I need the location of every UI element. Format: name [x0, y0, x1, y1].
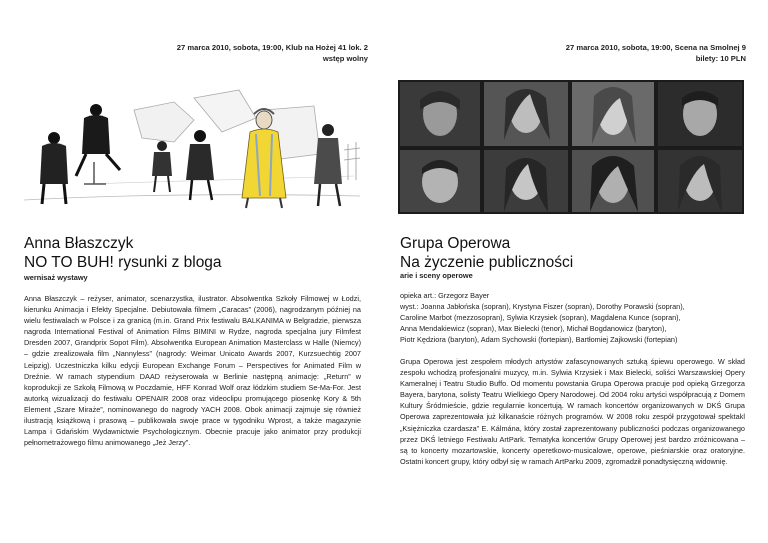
concert-title: Na życzenie publiczności — [400, 254, 574, 271]
right-event-datetime: 27 marca 2010, sobota, 19:00, Scena na Smolnej 9 — [565, 43, 746, 52]
left-subtitle: wernisaż wystawy — [24, 273, 88, 282]
group-name: Grupa Operowa — [400, 235, 511, 252]
group-description-text: Grupa Operowa jest zespołem młodych artystów zafascynowanych sztuką śpiewu operowego. W skład zespołu wchodzą profesjonalni muzycy, m.in. Sylwia Krzysiek i Max Bielecki, soliści Warszawskiej Opery Kameralnej i Teatru Studio Buffo. Od momentu powstania Grupa Operowa pracuje pod opieką Grzegorza Bayera, barytona, solisty Teatru Wielkiego Opery Narodowej. Od 2004 roku artyści współpracują z Domem Kultury Śródmieście, gdzie regularnie koncertują. W ramach koncertów organizowanych w DKŚ Grupa Operowa zaprezentowała już kilkanaście różnych programów. W 2008 roku zespół przygotował spektakl „Księżniczka czardasza” E. Kálmána, który został zaprezentowany publiczności podczas organizowanego przez DKŚ letniego Festiwalu ArtPark. Tematyka koncertów Grupy Operowej jest bardzo zróżnicowana – są to koncerty mozartowskie, koncerty operetkowo-musicalowe, operowe, pieśniarskie oraz oratoryjne. Ostatni koncert grupy, który odbył się w ramach ArtParku 2009, zgromadził ponadtysięczną widownię. — [400, 357, 745, 466]
right-event-tickets: bilety: 10 PLN — [695, 54, 746, 63]
artist-name: Anna Błaszczyk — [24, 235, 134, 252]
drawing-illustration — [24, 80, 360, 210]
group-description — [400, 356, 745, 467]
cast-line: Anna Mendakiewicz (sopran), Max Bielecki (tenor), Michał Bogdanowicz (baryton), — [400, 324, 667, 334]
left-event-admission: wstęp wolny — [322, 54, 368, 63]
artist-bio — [24, 293, 361, 448]
exhibition-drawing-image — [24, 80, 360, 210]
right-title — [400, 234, 573, 272]
right-event-info — [566, 42, 746, 64]
cast-line: Caroline Marbot (mezzosopran), Sylwia Krzysiek (sopran), Magdalena Kunce (sopran), — [400, 313, 681, 323]
left-event-info — [177, 42, 368, 64]
cast-line: wyst.: Joanna Jabłońska (sopran), Krystyna Fiszer (sopran), Dorothy Porawski (sopran), — [400, 302, 685, 312]
cast-line: opieka art.: Grzegorz Bayer — [400, 291, 490, 300]
exhibition-title: NO TO BUH! rysunki z bloga — [24, 254, 222, 271]
left-title — [24, 234, 222, 272]
artist-bio-text: Anna Błaszczyk – reżyser, animator, scenarzystka, ilustrator. Absolwentka Szkoły Filmowej w Łodzi, kierunku Animacja i Efekty Specjalne. Debiutowała filmem „Caracas” (2006), nagrodzanym później na wielu festiwalach w Polsce i za granicą (m.in. Grand Prix festiwalu BALKANIMA w Belgradzie, pierwsza nagroda International Festival of Animation Films BIMINI w Rydze, nagroda specjalna jury Filmfest Dresden 2007, Grandprix Sopot Film). Absolwentka European Animation Masterclass w Halle (Niemcy) – gdzie zrealizowała film „Nannyless” (nagrody: Weimar Unicato Awards 2007, Kurzsuechtig 2007 Leipzig). Uczestniczka kilku edycji European Exchange Forum – Perspectives for Animated Film w Dreźnie. W ramach stypendium DAAD reżyserowała w Berlinie następną animację: „Return” w koprodukcji ze Szkołą Filmową w Poczdamie, HFF Konrad Wolf oraz łódzkim studiem Se-Ma-For. Jest autorką wizualizacji do festiwalu OPENAIR 2008 oraz videoclipu promującego piosenkę Kory & 5th Element „Szare Miraże”, nominowanego do nagrody YACH 2008. Obok animacji zajmuje się również ilustracją książkową i prasową – publikowała swoje prace w tygodniku Wprost, a także magazynie Lampa i Gdańskim Wydawnictwie Psychologicznym. Obecnie pracuje jako animator przy produkcji pełnometrażowego filmu animowanego „Jeż Jerzy”. — [24, 294, 361, 448]
left-event-datetime: 27 marca 2010, sobota, 19:00, Klub na Hożej 41 lok. 2 — [176, 43, 368, 52]
right-subtitle: arie i sceny operowe — [400, 271, 473, 280]
cast-line: Piotr Kędziora (baryton), Adam Sychowski (fortepian), Bartłomiej Zajkowski (fortepian) — [400, 335, 678, 345]
cast-list — [400, 290, 745, 345]
